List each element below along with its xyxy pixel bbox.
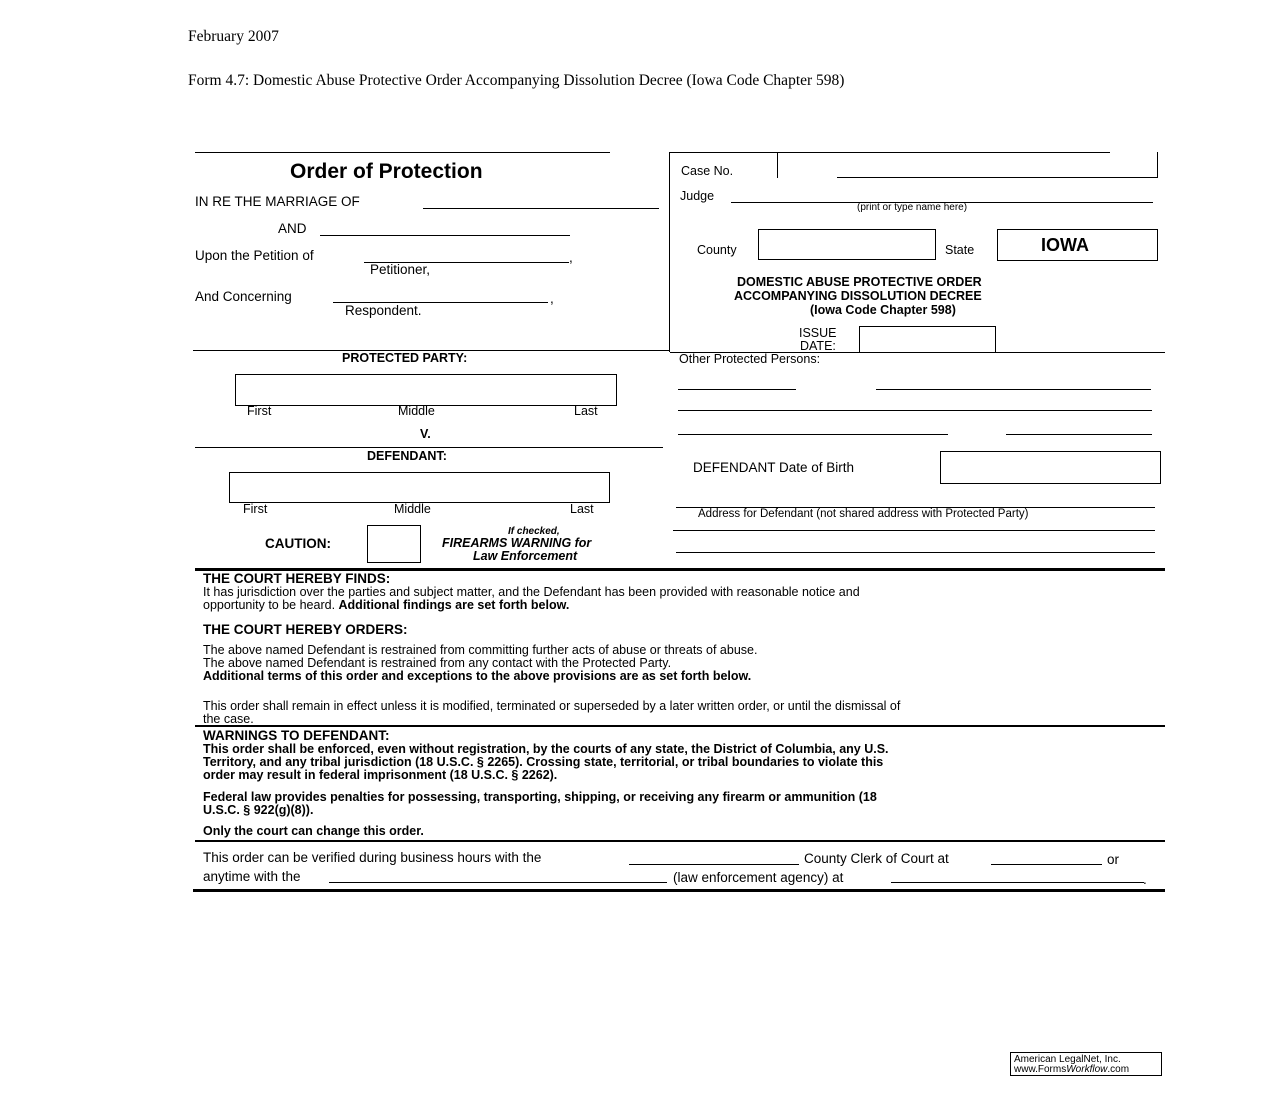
case-no-label: Case No. bbox=[681, 164, 734, 178]
verify-text-f: . bbox=[1143, 872, 1147, 887]
frame-top-left bbox=[195, 152, 610, 153]
protected-first-label: First bbox=[247, 404, 272, 418]
address-label: Address for Defendant (not shared address with Protected Party) bbox=[698, 508, 1029, 520]
warning-2-line2: U.S.C. § 922(g)(8)). bbox=[203, 803, 314, 817]
finds-line1: It has jurisdiction over the parties and subject matter, and the Defendant has been provided with reasonable notice and bbox=[203, 585, 860, 599]
orders-text bbox=[203, 644, 1153, 683]
protected-last-label: Last bbox=[574, 404, 598, 418]
defendant-name-box[interactable] bbox=[229, 472, 610, 503]
brand-line2: www.FormsWorkflow.com bbox=[1014, 1064, 1130, 1075]
orders-heading: THE COURT HEREBY ORDERS: bbox=[203, 622, 408, 637]
verify-text-d: anytime with the bbox=[203, 869, 301, 884]
finds-heading: THE COURT HEREBY FINDS: bbox=[203, 571, 391, 586]
petitioner-label: Petitioner, bbox=[370, 262, 431, 277]
petition-label: Upon the Petition of bbox=[195, 248, 314, 263]
column-divider bbox=[669, 152, 670, 352]
clerk-county-field[interactable] bbox=[629, 864, 799, 865]
dob-input-box[interactable] bbox=[940, 451, 1161, 484]
verify-text-a: This order can be verified during business hours with the bbox=[203, 850, 542, 865]
verify-text-b: County Clerk of Court at bbox=[804, 851, 949, 866]
orders-line3: Additional terms of this order and exceptions to the above provisions are as set forth below. bbox=[203, 669, 752, 683]
defendant-label: DEFENDANT: bbox=[367, 449, 447, 463]
other-protected-field-3a[interactable] bbox=[678, 434, 948, 435]
caution-label: CAUTION: bbox=[265, 536, 331, 551]
county-input-box[interactable] bbox=[758, 229, 936, 260]
document-date: February 2007 bbox=[188, 28, 279, 45]
warning-1-line1: This order shall be enforced, even without registration, by the courts of any state, the District of Columbia, any U.S. bbox=[203, 742, 889, 756]
firearms-warning-line2: Law Enforcement bbox=[473, 549, 578, 563]
and-label: AND bbox=[278, 221, 307, 236]
protected-party-label: PROTECTED PARTY: bbox=[342, 351, 468, 365]
other-protected-field-1a[interactable] bbox=[678, 389, 796, 390]
section-rule-4 bbox=[193, 889, 1165, 892]
judge-hint: (print or type name here) bbox=[857, 202, 968, 213]
respondent-label: Respondent. bbox=[345, 303, 422, 318]
order-type-line1: DOMESTIC ABUSE PROTECTIVE ORDER bbox=[737, 275, 982, 289]
concerning-label: And Concerning bbox=[195, 289, 292, 304]
warning-2 bbox=[203, 791, 1153, 817]
dob-label: DEFENDANT Date of Birth bbox=[693, 460, 855, 475]
issue-label-1: ISSUE bbox=[799, 326, 837, 340]
warning-3: Only the court can change this order. bbox=[203, 824, 424, 838]
firearms-warning-checkbox[interactable] bbox=[367, 525, 421, 563]
case-no-field[interactable] bbox=[837, 177, 1157, 178]
in-re-label: IN RE THE MARRIAGE OF bbox=[195, 194, 360, 209]
other-protected-label: Other Protected Persons: bbox=[679, 352, 821, 366]
order-title: Order of Protection bbox=[290, 160, 483, 183]
defendant-last-label: Last bbox=[570, 502, 594, 516]
judge-label: Judge bbox=[680, 189, 715, 203]
orders-line2: The above named Defendant is restrained from any contact with the Protected Party. bbox=[203, 656, 672, 670]
defendant-address-line-3[interactable] bbox=[676, 552, 1155, 553]
defendant-middle-label: Middle bbox=[394, 502, 431, 516]
verify-text-c: or bbox=[1107, 852, 1120, 867]
agency-name-field[interactable] bbox=[329, 882, 667, 883]
section-rule-2 bbox=[195, 725, 1165, 727]
protected-middle-label: Middle bbox=[398, 404, 435, 418]
finds-line2: opportunity to be heard. Additional findings are set forth below. bbox=[203, 598, 570, 612]
other-protected-field-2[interactable] bbox=[678, 410, 1152, 411]
brand-line1: American LegalNet, Inc. bbox=[1014, 1054, 1121, 1065]
issue-label-2: DATE: bbox=[800, 339, 836, 353]
firearms-warning-line1: FIREARMS WARNING for bbox=[442, 536, 592, 550]
defendant-address-line-2[interactable] bbox=[673, 530, 1155, 531]
verify-text-e: (law enforcement agency) at bbox=[673, 870, 844, 885]
versus-label: V. bbox=[420, 427, 431, 441]
state-box bbox=[997, 229, 1158, 261]
case-box-right-edge bbox=[1157, 152, 1158, 178]
effect-line2: the case. bbox=[203, 712, 254, 726]
county-label: County bbox=[697, 243, 737, 257]
issue-date-field[interactable] bbox=[859, 326, 996, 327]
effect-text bbox=[203, 700, 1153, 726]
effect-line1: This order shall remain in effect unless it is modified, terminated or superseded by a later written order, or until the dismissal of bbox=[203, 699, 901, 713]
finds-text bbox=[203, 586, 1153, 612]
order-type-line3: (Iowa Code Chapter 598) bbox=[810, 303, 956, 317]
legalnet-stamp bbox=[1010, 1052, 1162, 1076]
in-re-name-field[interactable] bbox=[423, 208, 659, 209]
other-protected-field-1b[interactable] bbox=[876, 389, 1151, 390]
warning-1 bbox=[203, 743, 1153, 782]
warnings-heading: WARNINGS TO DEFENDANT: bbox=[203, 728, 390, 743]
and-name-field[interactable] bbox=[320, 235, 570, 236]
warning-1-line3: order may result in federal imprisonment (18 U.S.C. § 2262). bbox=[203, 768, 558, 782]
warning-2-line1: Federal law provides penalties for possessing, transporting, shipping, or receiving any firearm or ammunition (18 bbox=[203, 790, 877, 804]
if-checked-note: If checked, bbox=[508, 526, 560, 537]
clerk-phone-field[interactable] bbox=[991, 864, 1102, 865]
frame-top-right bbox=[670, 152, 1110, 153]
other-protected-field-3b[interactable] bbox=[1006, 434, 1152, 435]
section-rule-3 bbox=[195, 840, 1165, 842]
protected-party-name-box[interactable] bbox=[235, 374, 617, 406]
versus-divider bbox=[195, 447, 663, 448]
warning-1-line2: Territory, and any tribal jurisdiction (18 U.S.C. § 2265). Crossing state, territorial, or tribal boundaries to violate this bbox=[203, 755, 884, 769]
agency-phone-field[interactable] bbox=[891, 882, 1144, 883]
orders-line1: The above named Defendant is restrained from committing further acts of abuse or threats of abuse. bbox=[203, 643, 758, 657]
order-type-line2: ACCOMPANYING DISSOLUTION DECREE bbox=[734, 289, 982, 303]
defendant-first-label: First bbox=[243, 502, 268, 516]
state-label: State bbox=[945, 243, 975, 257]
form-title: Form 4.7: Domestic Abuse Protective Order Accompanying Dissolution Decree (Iowa Code Chapter 598) bbox=[188, 72, 845, 89]
state-value: IOWA bbox=[1041, 235, 1089, 255]
